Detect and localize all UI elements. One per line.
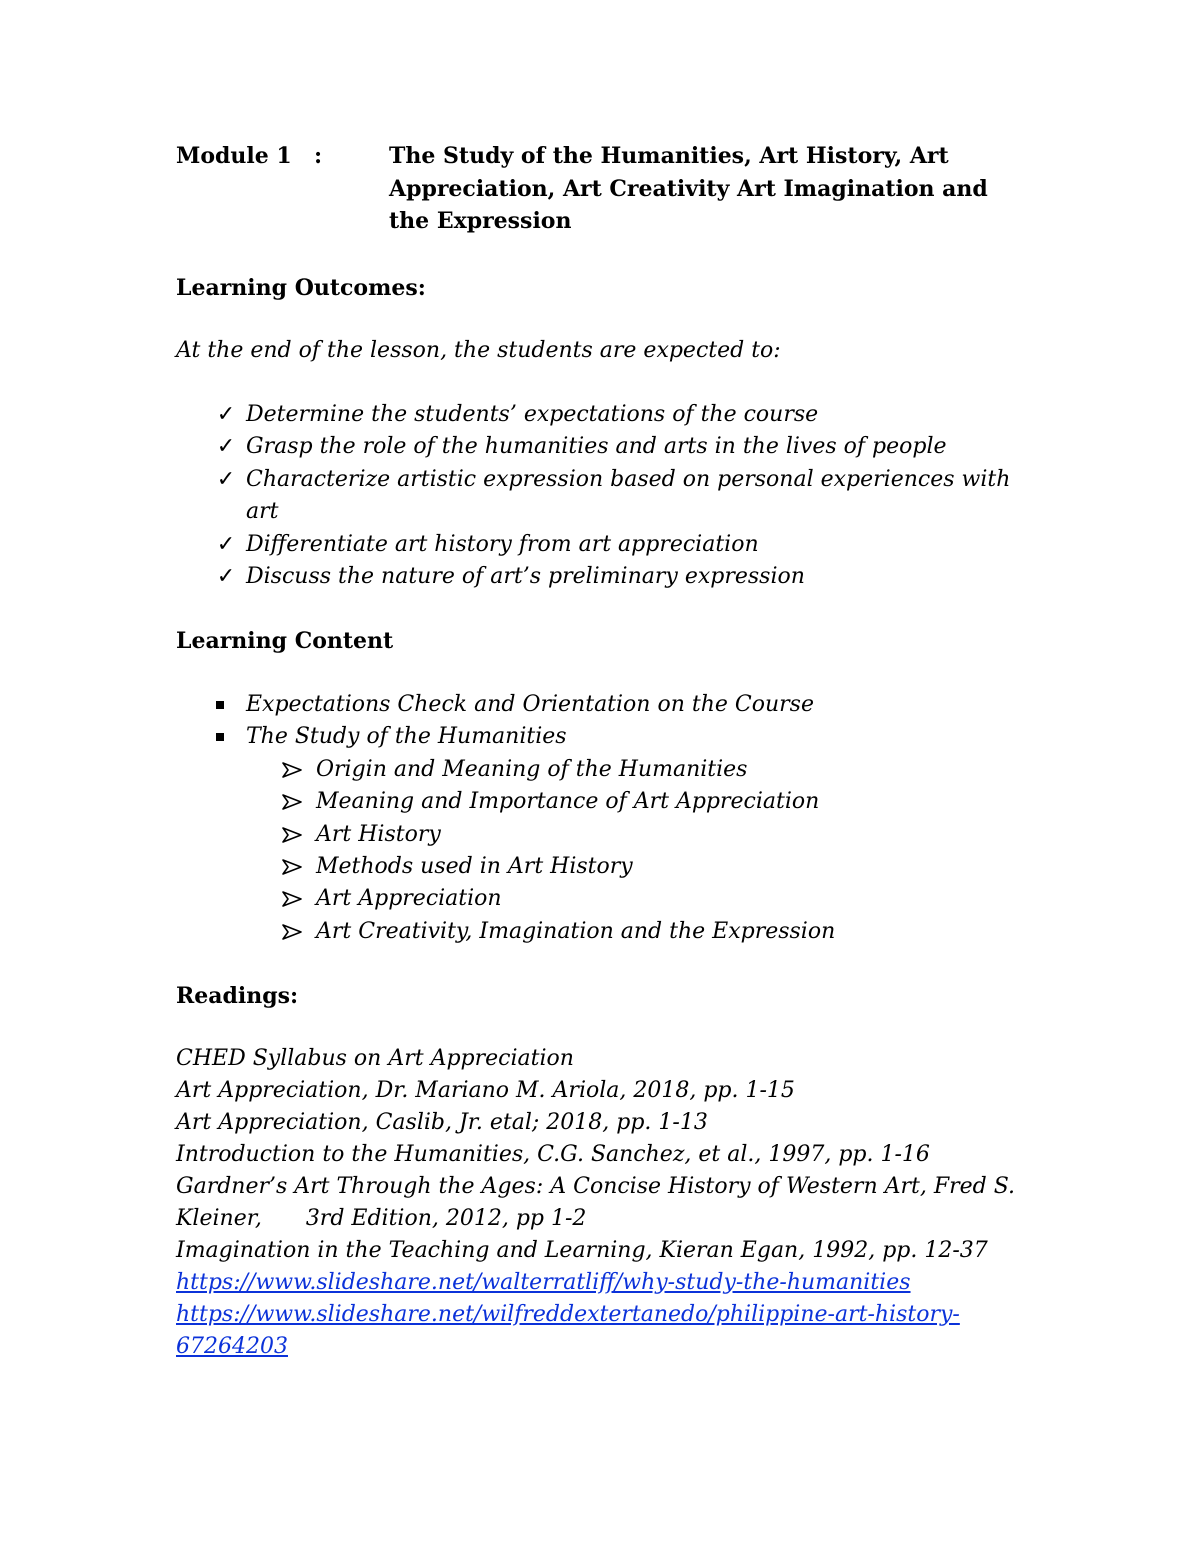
arrowhead-bullet-icon (282, 891, 302, 907)
subitem-text: Meaning and Importance of Art Appreciation (316, 789, 820, 815)
list-item (316, 819, 1026, 851)
checkmark-icon: ✓ (216, 402, 236, 427)
content-text: The Study of the Humanities (246, 724, 567, 750)
reading-item: Gardner’s Art Through the Ages: A Concise History of Western Art, Fred S. (176, 1174, 1015, 1199)
list-item (216, 529, 1036, 561)
list-item (216, 561, 1036, 593)
readings-list (176, 1043, 1026, 1363)
list-item (216, 431, 1036, 463)
content-text: Expectations Check and Orientation on the Course (246, 692, 814, 717)
outcome-text: Determine the students’ expectations of the course (246, 402, 819, 427)
list-item (216, 399, 1036, 431)
list-item (246, 721, 1026, 948)
module-colon: : (314, 143, 323, 169)
checkmark-icon: ✓ (216, 531, 236, 557)
outcome-text: Characterize artistic expression based on personal experiences with art (246, 466, 1011, 525)
module-label: Module 1 (176, 143, 292, 169)
reading-link-humanities[interactable]: https://www.slideshare.net/walterratliff/why-study-the-humanities (176, 1270, 911, 1295)
readings-heading: Readings: (176, 983, 299, 1009)
outcomes-intro: At the end of the lesson, the students are expected to: (176, 338, 781, 363)
reading-item: Imagination in the Teaching and Learning, Kieran Egan, 1992, pp. 12-37 (176, 1238, 988, 1263)
reading-item: Art Appreciation, Caslib, Jr. etal; 2018, pp. 1-13 (176, 1110, 708, 1135)
checkmark-icon: ✓ (216, 564, 236, 590)
learning-content-heading: Learning Content (176, 628, 394, 654)
arrowhead-bullet-icon (282, 859, 302, 875)
list-item (316, 883, 1026, 915)
outcomes-list (216, 399, 1036, 593)
module-title: The Study of the Humanities, Art History, Art Appreciation, Art Creativity Art Imagination and the Expression (389, 143, 988, 234)
list-item (216, 464, 1036, 529)
learning-outcomes-heading: Learning Outcomes: (176, 275, 426, 301)
list-item (316, 916, 1026, 948)
checkmark-icon: ✓ (216, 434, 236, 460)
list-item (316, 786, 1026, 818)
square-bullet-icon (216, 701, 224, 709)
list-item (316, 851, 1026, 883)
reading-item-continuation (176, 1203, 1026, 1235)
square-bullet-icon (216, 733, 224, 741)
list-item (246, 689, 1026, 721)
reading-item: Art Appreciation, Dr. Mariano M. Ariola, 2018, pp. 1-15 (176, 1078, 795, 1103)
list-item (316, 754, 1026, 786)
checkmark-icon: ✓ (216, 466, 236, 492)
outcome-text: Grasp the role of the humanities and arts in the lives of people (246, 434, 947, 460)
kleiner-edition: 3rd Edition, 2012, pp 1-2 (305, 1206, 587, 1231)
reading-item: Introduction to the Humanities, C.G. Sanchez, et al., 1997, pp. 1-16 (176, 1142, 930, 1167)
content-list (246, 689, 1026, 948)
subitem-text: Origin and Meaning of the Humanities (316, 756, 748, 782)
kleiner-name: Kleiner, (176, 1206, 262, 1231)
arrowhead-bullet-icon (282, 762, 302, 778)
subitem-text: Methods used in Art History (316, 854, 633, 880)
subitem-text: Art Appreciation (316, 886, 502, 912)
arrowhead-bullet-icon (282, 794, 302, 810)
arrowhead-bullet-icon (282, 827, 302, 843)
reading-link-philippine-art-history[interactable]: https://www.slideshare.net/wilfreddextertanedo/philippine-art-history-67264203 (176, 1302, 960, 1359)
reading-item: CHED Syllabus on Art Appreciation (176, 1046, 574, 1071)
subitem-text: Art History (316, 821, 441, 847)
outcome-text: Differentiate art history from art appreciation (246, 531, 759, 557)
arrowhead-bullet-icon (282, 924, 302, 940)
content-sublist (246, 754, 1026, 948)
subitem-text: Art Creativity, Imagination and the Expression (316, 918, 836, 944)
outcome-text: Discuss the nature of art’s preliminary expression (246, 564, 805, 590)
